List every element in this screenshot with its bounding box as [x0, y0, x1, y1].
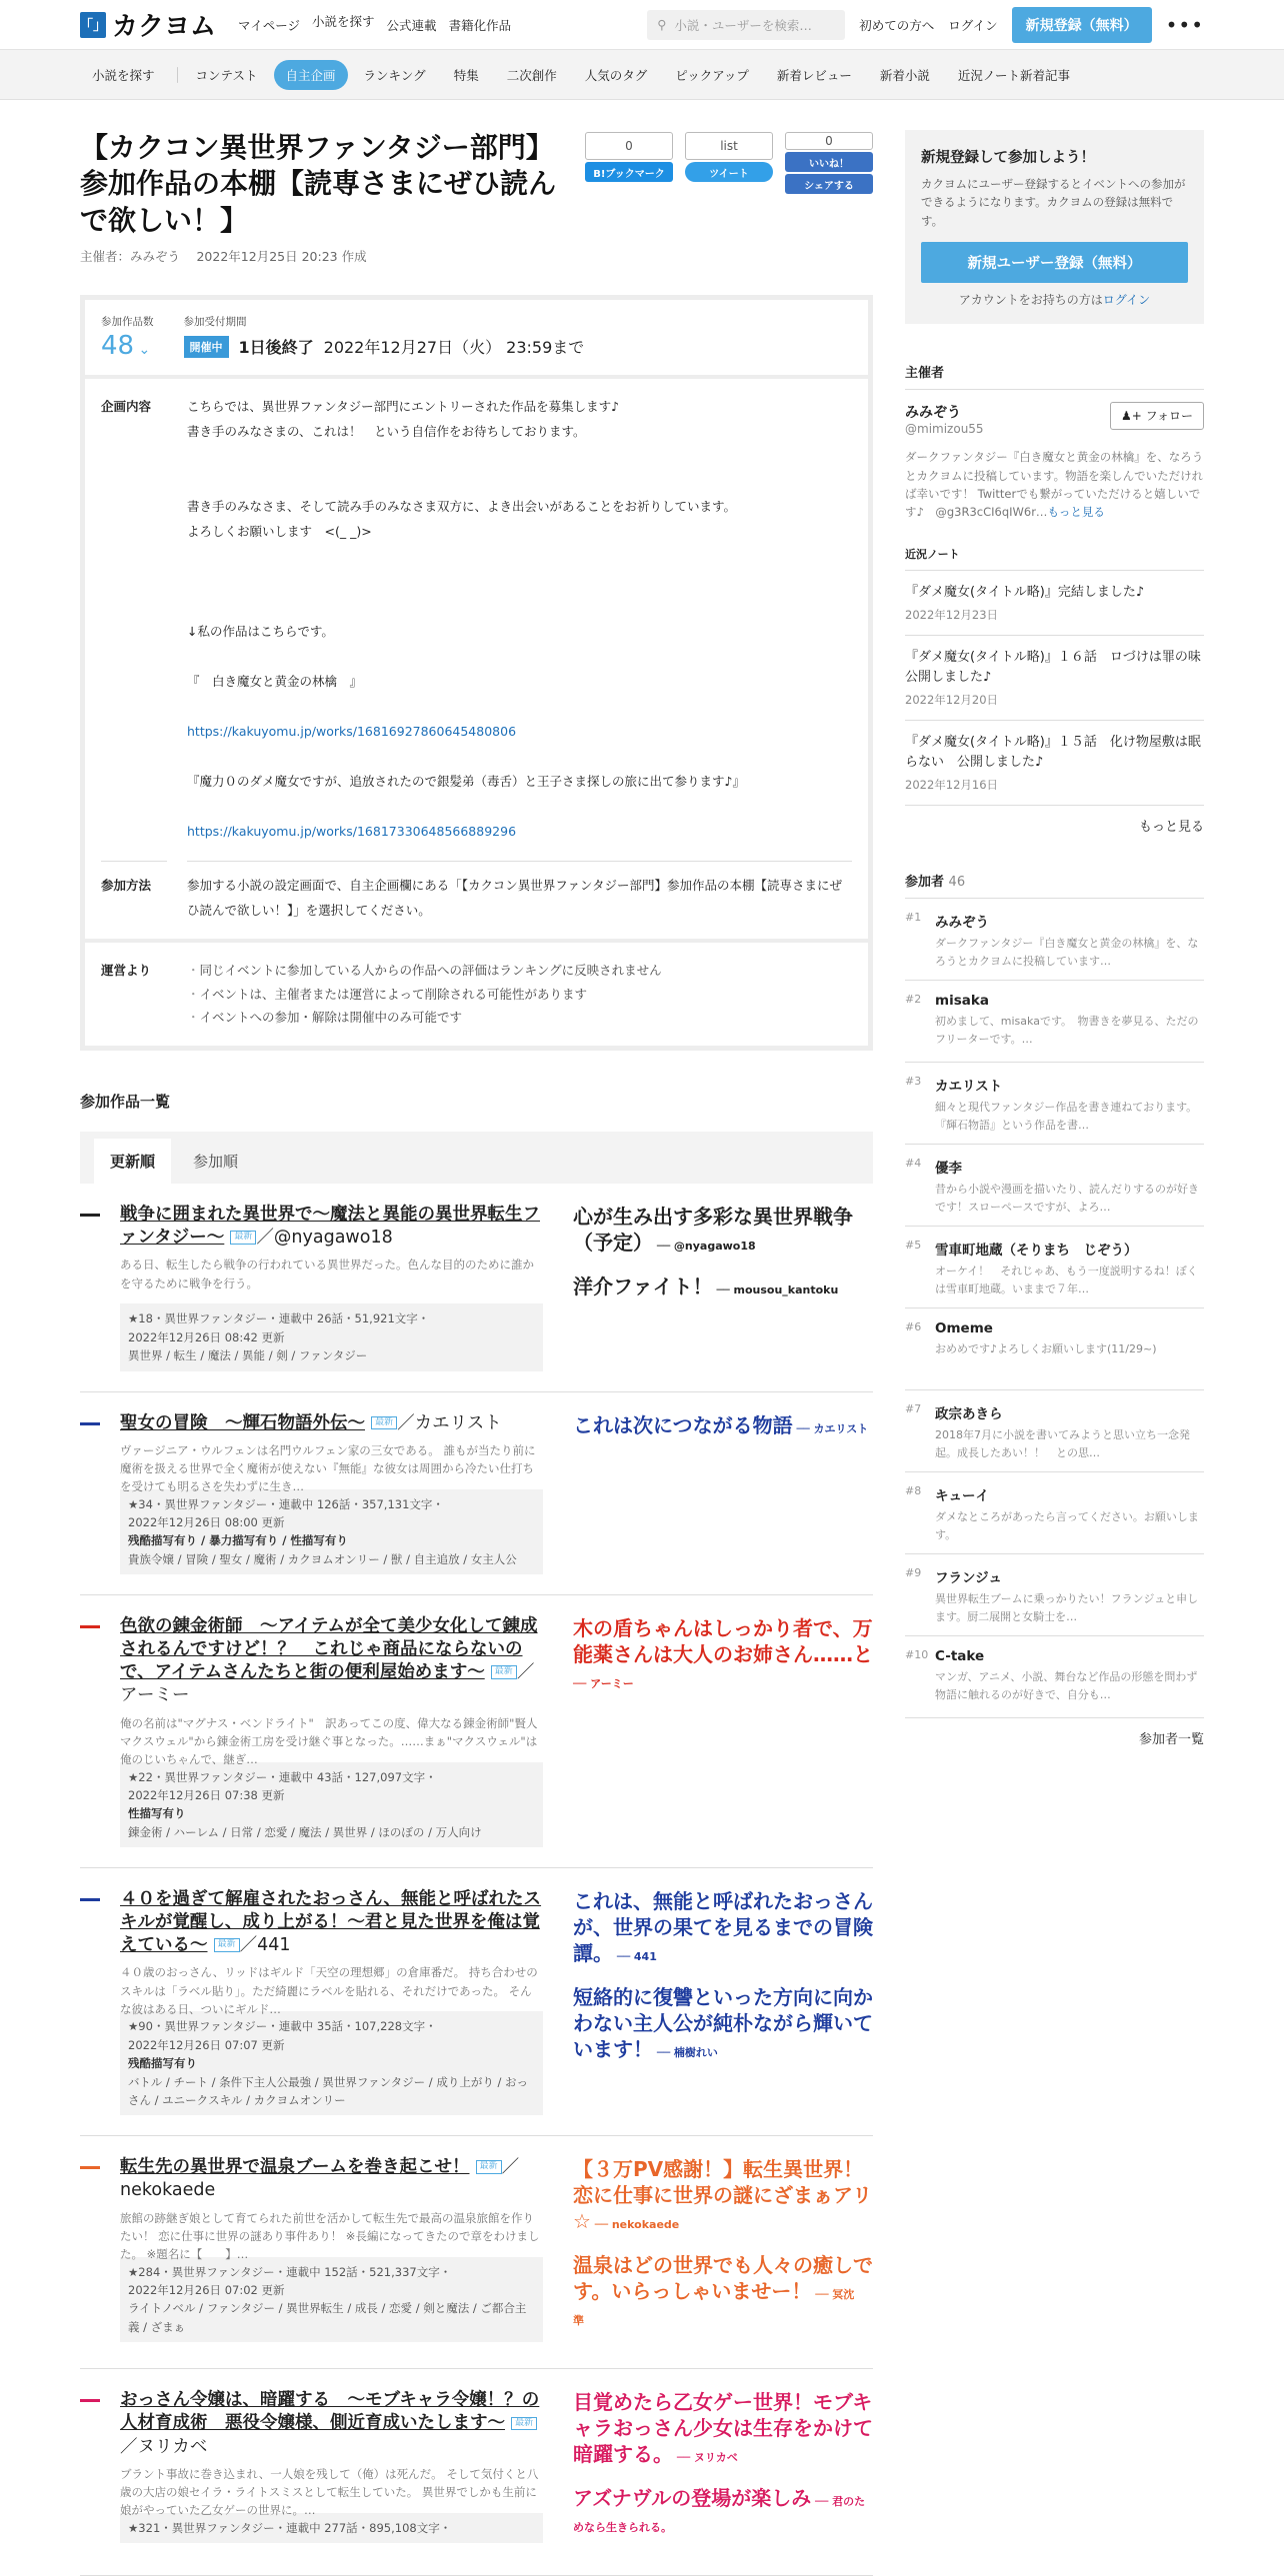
like-button[interactable]: いいね！ — [785, 152, 873, 172]
work-tags[interactable]: ライトノベル / ファンタジー / 異世界転生 / 成長 / 恋愛 / 剣と魔法 / ご都合主義 / ざまぁ — [128, 2301, 527, 2334]
logo[interactable] — [80, 6, 216, 43]
work-title-text[interactable]: 聖女の冒険 ～輝石物語外伝～ — [120, 1412, 365, 1433]
work-title[interactable] — [120, 1204, 543, 1250]
participant-rank: #9 — [905, 1566, 922, 1580]
method-label: 参加方法 — [101, 861, 167, 923]
review-text[interactable]: 洋介ファイト！ — [573, 1275, 713, 1299]
subnav-new-reviews[interactable]: 新着レビュー — [776, 67, 852, 83]
work-title[interactable] — [120, 1615, 543, 1707]
participant-rank: #3 — [905, 1075, 922, 1089]
review-text[interactable]: 【３万PV感謝！】転生異世界！恋に仕事に世界の謎にざまぁアリ☆ — [573, 2157, 873, 2234]
work-reviews — [573, 2389, 873, 2555]
subnav-new-novels[interactable]: 新着小説 — [879, 67, 930, 83]
work-item — [80, 1392, 873, 1596]
note-item[interactable] — [905, 636, 1214, 721]
subnav-contest[interactable]: コンテスト — [195, 67, 258, 83]
participant-rank: #6 — [905, 1320, 922, 1334]
status-badge: 開催中 — [184, 336, 229, 358]
nav-mypage[interactable]: マイページ — [238, 17, 301, 33]
description-line: ↓私の作品はこちらです。 — [187, 624, 334, 640]
organizer-heading: 主催者 — [905, 362, 1204, 390]
participant-info — [935, 993, 1204, 1050]
participant-item[interactable] — [905, 1636, 1204, 1718]
subnav-events[interactable]: 自主企画 — [274, 60, 348, 90]
color-bar — [80, 1625, 100, 1628]
participant-info — [935, 1566, 1204, 1623]
login-link[interactable]: ログイン — [1102, 293, 1151, 308]
review-author[interactable]: ── 楠樹れい — [653, 2046, 718, 2060]
participant-rank: #1 — [905, 911, 922, 925]
work-author[interactable]: ／アーミー — [120, 1662, 535, 1706]
participant-info — [935, 1157, 1204, 1214]
participant-item[interactable] — [905, 899, 1204, 981]
work-meta — [120, 1489, 543, 1575]
event-info — [80, 295, 873, 1051]
more-menu-icon[interactable]: ••• — [1165, 12, 1204, 37]
color-bar — [80, 2399, 100, 2402]
description-line: 『魔力０のダメ魔女ですが、追放されたので銀髪弟（毒舌）と王子さま探しの旅に出て参ります♪』 — [187, 774, 745, 790]
participant-name[interactable]: キューイ — [935, 1488, 989, 1505]
nav-search-novels[interactable]: 小説を探す — [312, 0, 375, 38]
note-title[interactable]: 『ダメ魔女(タイトル略)』完結しました♪ — [905, 584, 1145, 600]
description-line: 書き手のみなさま、そして読み手のみなさま双方に、よき出会いがあることをお祈りしています。 — [187, 499, 737, 515]
first-time-link[interactable]: 初めての方へ — [859, 17, 935, 33]
description-line — [187, 645, 852, 670]
review-author[interactable]: ── 冥沈 準 — [573, 2288, 866, 2328]
chevron-down-icon[interactable]: ⌄ — [134, 342, 151, 359]
participant-rank: #5 — [905, 1239, 922, 1253]
review-author[interactable]: ── ヌリカベ — [673, 2451, 738, 2465]
register-button[interactable]: 新規登録（無料） — [1012, 7, 1152, 43]
work-info — [120, 2156, 543, 2348]
work-warnings: 性描写有り — [128, 1806, 186, 1821]
list-count: list — [685, 132, 773, 160]
logo-text: カクヨム — [112, 12, 217, 42]
count-label: 参加作品数 — [101, 316, 154, 329]
work-stats: ★90・異世界ファンタジー・連載中 35話・107,228文字・ — [128, 2019, 437, 2034]
review-author[interactable]: ── nekokaede — [590, 2218, 680, 2232]
participant-rank: #7 — [905, 1402, 922, 1416]
work-item — [80, 2369, 873, 2576]
subnav-tags[interactable]: 人気のタグ — [584, 67, 648, 83]
work-reviews — [573, 2156, 873, 2348]
follow-label: フォロー — [1145, 409, 1193, 424]
notes-more-link[interactable]: もっと見る — [1138, 820, 1204, 836]
method-text: 参加する小説の設定画面で、自主企画欄にある「【カクコン異世界ファンタジー部門】参加作品の本棚【読専さまにぜひ読んで欲しい！】」を選択してください。 — [187, 861, 852, 923]
entry-count: 48 — [101, 331, 135, 362]
participants-count: 46 — [948, 875, 966, 891]
work-updated: 2022年12月26日 08:42 更新 — [128, 1329, 285, 1344]
description-line — [187, 595, 852, 620]
nav-official[interactable]: 公式連載 — [386, 17, 437, 33]
participant-desc: オーケイ！ それじゃあ、もう一度説明するね！ぼくは雪車町地蔵。いままで７年… — [935, 1265, 1198, 1296]
review-text[interactable]: 心が生み出す多彩な異世界戦争（予定） — [573, 1205, 853, 1256]
work-reviews — [573, 1615, 873, 1847]
participant-item[interactable] — [905, 1063, 1204, 1145]
hatena-bookmark-button[interactable]: B!ブックマーク — [585, 162, 673, 182]
work-tags[interactable]: バトル / チート / 条件下主人公最強 / 異世界ファンタジー / 成り上がり / おっさん / ユニークスキル / カクヨムオンリー — [128, 2074, 529, 2107]
search-input[interactable] — [647, 10, 845, 40]
review-catch[interactable] — [573, 1412, 873, 1438]
hatena-count: 0 — [585, 132, 673, 160]
work-meta — [120, 2011, 543, 2115]
work-meta — [120, 1762, 543, 1848]
new-badge: 最新 — [371, 1416, 397, 1430]
work-desc: 俺の名前は"マグナス・ベンドライト" 訳あってこの度、偉大なる錬金術師"賢人マクスウェル"から錬金術工房を受け継ぐ事となった。……まぁ"マクスウェル"は俺のじいちゃんで、継ぎ… — [120, 1715, 538, 1767]
rule-item: ・ イベントへの参加・解除は開催中のみ可能です — [187, 1006, 852, 1030]
work-link[interactable]: https://kakuyomu.jp/works/16816927860645480806 — [187, 724, 517, 740]
work-title-text[interactable]: 転生先の異世界で温泉ブームを巻き起こせ！ — [120, 2157, 470, 2178]
share-buttons — [585, 132, 873, 194]
work-author[interactable]: ／@nyagawo18 — [256, 1228, 393, 1249]
content-label: 企画内容 — [101, 399, 152, 415]
review-catch[interactable] — [573, 1274, 873, 1299]
search-icon: ⚲ — [657, 17, 667, 32]
review-author[interactable]: ── 君のためなら生きられる。 — [573, 2495, 866, 2535]
participant-item[interactable] — [905, 1227, 1204, 1308]
review-author[interactable]: ── アーミー — [573, 1677, 634, 1691]
participant-name[interactable]: misaka — [935, 993, 989, 1010]
review-catch[interactable] — [573, 1888, 873, 1966]
work-title[interactable] — [120, 2156, 543, 2202]
review-text[interactable]: アズナヴルの登場が楽しみ — [573, 2486, 812, 2511]
event-description — [187, 395, 852, 845]
fb-count: 0 — [785, 132, 873, 150]
work-tags[interactable]: 貴族令嬢 / 冒険 / 聖女 / 魔術 / カクヨムオンリー / 獣 / 自主追放 / 女主人公 — [128, 1551, 517, 1566]
participant-rank: #10 — [905, 1648, 929, 1662]
review-text[interactable]: これは次につながる物語 — [573, 1412, 793, 1437]
description-line — [187, 745, 852, 770]
participant-info — [935, 1075, 1204, 1132]
participants-heading: 参加者 — [905, 875, 945, 891]
participant-name[interactable]: C-take — [935, 1648, 985, 1665]
participant-item[interactable] — [905, 981, 1204, 1063]
works-heading: 参加作品一覧 — [80, 1093, 171, 1112]
period-label: 参加受付期間 — [183, 316, 247, 329]
description-line — [187, 695, 852, 720]
participant-item[interactable] — [905, 1390, 1204, 1472]
work-item — [80, 1868, 873, 2136]
work-stats: ★34・異世界ファンタジー・連載中 126話・357,131文字・ — [128, 1496, 444, 1511]
notes-heading: 近況ノート — [905, 546, 1204, 571]
works-list — [80, 1184, 873, 2576]
review-author[interactable]: ── カエリスト — [792, 1421, 869, 1435]
participant-rank: #2 — [905, 993, 922, 1007]
add-user-icon: ♟+ — [1120, 409, 1146, 424]
participant-info — [935, 1402, 1204, 1459]
participant-name[interactable]: 雪車町地蔵（そりまち じぞう） — [935, 1243, 1138, 1260]
description-line: 書き手のみなさまの、これは！ という自信作をお待ちしております。 — [187, 424, 586, 440]
work-warnings: 残酷描写有り — [128, 2056, 197, 2071]
participant-name[interactable]: 優李 — [935, 1161, 962, 1178]
review-catch[interactable] — [573, 2389, 873, 2467]
participant-rank: #8 — [905, 1484, 922, 1498]
description-line — [187, 470, 852, 495]
work-title[interactable] — [120, 1888, 543, 1957]
participant-name[interactable]: Omeme — [935, 1320, 993, 1337]
participant-info — [935, 1484, 1204, 1541]
register-text: カクヨムにユーザー登録するとイベントへの参加ができるようになります。カクヨムの登録は無料です。 — [921, 177, 1186, 228]
work-info — [120, 2389, 543, 2555]
note-title[interactable]: 『ダメ魔女(タイトル略)』１５話 化け物屋敷は眠らない 公開しました♪ — [905, 735, 1201, 771]
work-title-text[interactable]: おっさん令嬢は、暗躍する ～モブキャラ令嬢！？の人材育成術 悪役令嬢様、側近育成いたします～ — [120, 2390, 540, 2434]
participant-desc: ダークファンタジー『白き魔女と黄金の林檎』を、なろうとカクヨムに投稿しています… — [935, 937, 1199, 969]
participant-name[interactable]: カエリスト — [935, 1079, 1003, 1096]
participant-desc: マンガ、アニメ、小説、舞台など作品の形態を問わず物語に触れるのが好きで、自分も… — [935, 1670, 1198, 1702]
work-tags[interactable]: 異世界 / 転生 / 魔法 / 異能 / 剣 / ファンタジー — [128, 1348, 368, 1363]
participant-desc: ダメなところがあったら言ってください。お願いします。 — [935, 1510, 1199, 1542]
color-bar — [80, 1898, 100, 1901]
sidebar — [905, 130, 1214, 2576]
new-badge: 最新 — [476, 2160, 502, 2174]
register-title: 新規登録して参加しよう！ — [921, 150, 1095, 166]
tab-joined[interactable]: 参加順 — [193, 1153, 239, 1172]
work-updated: 2022年12月26日 07:38 更新 — [128, 1787, 285, 1802]
note-title[interactable]: 『ダメ魔女(タイトル略)』１６話 ロづけは罪の味 公開しました♪ — [905, 649, 1214, 686]
participant-desc: 細々と現代ファンタジー作品を書き連ねております。『輝石物語』という作品を書… — [935, 1101, 1198, 1133]
have-account-text: アカウントをお持ちの方は — [958, 293, 1103, 308]
participants-list — [905, 899, 1204, 1718]
review-catch[interactable] — [573, 2252, 873, 2330]
work-desc: ヴァージニア・ウルフェンは名門ウルフェン家の三女である。 誰もが当たり前に魔術を扱える世界で全く魔術が使えない『無能』な彼女は周囲から冷たい仕打ちを受けても明るさを失わずに生き… — [120, 1442, 536, 1494]
description-line — [187, 795, 852, 820]
participant-rank: #4 — [905, 1157, 922, 1171]
note-date: 2022年12月23日 — [905, 607, 999, 622]
work-desc: ある日、転生したら戦争の行われている異世界だった。色んな目的のために誰かを守るために戦争を行う。 — [120, 1258, 534, 1290]
participant-desc: 2018年7月に小説を書いてみようと思い立ち一念発起。成長したあい！！ との思… — [935, 1428, 1190, 1460]
description-line: こちらでは、異世界ファンタジー部門にエントリーされた作品を募集します♪ — [187, 399, 620, 415]
participant-desc: 初めまして、misakaです。 物書きを夢見る、ただのフリーターです。… — [935, 1015, 1199, 1047]
color-bar — [80, 1214, 100, 1217]
work-reviews — [573, 1412, 873, 1575]
signup-button[interactable]: 新規ユーザー登録（無料） — [921, 242, 1188, 283]
work-link[interactable]: https://kakuyomu.jp/works/16817330648566889296 — [187, 824, 517, 840]
participant-item[interactable] — [905, 1472, 1204, 1554]
show-more-link[interactable]: もっと見る — [1047, 505, 1105, 520]
rule-item: ・ イベントは、主催者または運営によって削除される可能性があります — [187, 983, 852, 1007]
description-line: よろしくお願いします <(_ _)> — [187, 524, 372, 540]
organizer-id: @mimizou55 — [905, 422, 984, 437]
work-info — [120, 1204, 543, 1370]
work-title[interactable] — [120, 2389, 543, 2458]
notes-list — [905, 571, 1214, 807]
subnav-search[interactable]: 小説を探す — [92, 67, 155, 83]
organizer-meta: 主催者：みみぞう 2022年12月25日 20:23 作成 — [80, 249, 367, 265]
review-text[interactable]: 目覚めたら乙女ゲー世界！モブキャラおっさん少女は生存をかけて暗躍する。 — [573, 2390, 873, 2467]
note-item[interactable] — [905, 571, 1204, 636]
work-updated: 2022年12月26日 07:02 更新 — [128, 2282, 285, 2297]
note-item[interactable] — [905, 721, 1204, 806]
work-desc: 旅館の跡継ぎ娘として育てられた前世を活かして転生先で最高の温泉旅館を作りたい！ 恋に仕事に世界の謎あり事件あり！ ※長編になってきたので章をわけました。 ※題名に【 】… — [120, 2210, 540, 2262]
work-title-text[interactable]: 戦争に囲まれた異世界で〜魔法と異能の異世界転生ファンタジー〜 — [120, 1205, 540, 1249]
rules-label: 運営より — [101, 962, 152, 978]
review-catch[interactable] — [573, 1204, 873, 1256]
description-line — [187, 445, 852, 470]
work-updated: 2022年12月26日 07:07 更新 — [128, 2037, 285, 2052]
review-author[interactable]: ── mousou_kantoku — [712, 1284, 839, 1297]
review-catch[interactable] — [573, 1984, 873, 2062]
share-button[interactable]: シェアする — [785, 174, 873, 194]
work-item — [80, 2136, 873, 2369]
organizer-desc: ダークファンタジー『白き魔女と黄金の林檎』を、なろうとカクヨムに投稿しています。物語を楽しんでいただければ幸いです！ Twitterでも繋がっていただけると嬉しいです♪ @g3R3cCI6qIW6r… — [905, 450, 1204, 520]
work-info — [120, 1615, 543, 1847]
tab-updated[interactable]: 更新順 — [94, 1139, 171, 1184]
logo-icon: 「」 — [80, 12, 106, 38]
participant-item[interactable] — [905, 1145, 1204, 1227]
login-link[interactable]: ログイン — [948, 17, 998, 33]
work-stats: ★22・異世界ファンタジー・連載中 43話・127,097文字・ — [128, 1769, 437, 1784]
remaining: 1日後終了 — [238, 338, 314, 358]
description-line: 『 白き魔女と黄金の林檎 』 — [187, 674, 363, 690]
work-info — [120, 1888, 543, 2115]
review-catch[interactable] — [573, 2485, 873, 2537]
participant-name[interactable]: フランジュ — [935, 1570, 1002, 1587]
new-badge: 最新 — [491, 1665, 517, 1679]
work-author[interactable]: ／nekokaede — [120, 2157, 520, 2201]
work-meta — [120, 1303, 543, 1370]
new-badge: 最新 — [214, 1938, 240, 1952]
review-author[interactable]: ── 441 — [613, 1950, 657, 1964]
subnav-pickup[interactable]: ピックアップ — [675, 67, 749, 83]
participant-desc: おめめです♪よろしくお願いします(11/29~) — [935, 1342, 1157, 1356]
work-info — [120, 1412, 543, 1575]
work-author[interactable]: ／カエリスト — [397, 1412, 502, 1433]
work-item — [80, 1595, 873, 1868]
subnav-fanfic[interactable]: 二次創作 — [506, 67, 557, 83]
deadline: 2022年12月27日（火） 23:59まで — [323, 338, 585, 358]
participant-info — [935, 1239, 1204, 1295]
note-date: 2022年12月16日 — [905, 778, 999, 793]
work-reviews — [573, 1204, 873, 1370]
main-column — [80, 130, 873, 2576]
work-stats: ★18・異世界ファンタジー・連載中 26話・51,921文字・ — [128, 1311, 430, 1326]
participant-info — [935, 911, 1204, 968]
register-box — [905, 130, 1204, 324]
work-title-text[interactable]: 色欲の錬金術師 ～アイテムが全て美少女化して錬成されるんですけど！？ これじゃ商品にならないので、アイテムさんたちと街の便利屋始めます～ — [120, 1616, 538, 1683]
work-author[interactable]: ／ヌリカベ — [120, 2436, 208, 2457]
nav-books[interactable]: 書籍化作品 — [448, 17, 512, 33]
description-line — [187, 570, 852, 595]
work-stats: ★284・異世界ファンタジー・連載中 152話・521,337文字・ — [128, 2264, 452, 2279]
search-placeholder: 小説・ユーザーを検索… — [674, 17, 812, 33]
participant-item[interactable] — [905, 1308, 1204, 1390]
review-text[interactable]: 木の盾ちゃんはしっかり者で、万能薬さんは大人のお姉さん……と — [573, 1616, 873, 1667]
organizer-name[interactable]: みみぞう — [905, 405, 961, 422]
description-line — [187, 545, 852, 570]
work-title-text[interactable]: ４０を過ぎて解雇されたおっさん、無能と呼ばれたスキルが覚醒し、成り上がる！〜君と見た世界を俺は覚えている〜 — [120, 1889, 542, 1956]
page-title: 【カクコン異世界ファンタジー部門】参加作品の本棚【読専さまにぜひ読んで欲しい！】 — [80, 131, 557, 237]
work-tags[interactable]: 錬金術 / ハーレム / 日常 / 恋愛 / 魔法 / 異世界 / ほのぼの / 万人向け — [128, 1824, 482, 1839]
subnav-feature[interactable]: 特集 — [453, 67, 479, 83]
participant-info — [935, 1320, 1204, 1377]
note-date: 2022年12月20日 — [905, 693, 999, 708]
sub-nav — [0, 50, 1284, 100]
participant-name[interactable]: 政宗あきら — [935, 1406, 1003, 1423]
color-bar — [80, 1422, 100, 1425]
review-text[interactable]: これは、無能と呼ばれたおっさんが、世界の果てを見るまでの冒険譚。 — [573, 1889, 873, 1966]
review-text[interactable]: 短絡的に復讐といった方向に向かわない主人公が純朴ながら輝いています！ — [573, 1985, 873, 2062]
work-stats: ★321・異世界ファンタジー・連載中 277話・895,108文字・ — [128, 2520, 452, 2535]
work-author[interactable]: ／441 — [239, 1935, 291, 1956]
participants-list-link[interactable]: 参加者一覧 — [1138, 1732, 1204, 1748]
review-text[interactable]: 温泉はどの世界でも人々の癒しです。いらっしゃいませー！ — [573, 2253, 873, 2304]
work-desc: ブラント事故に巻き込まれ、一人娘を残して（俺）は死んだ。 そして気付くと八歳の大店の娘セイラ・ライトスミスとして転生していた。 異世界でしかも生前に娘がやっていた乙女ゲーの世界に。… — [120, 2466, 539, 2518]
participant-item[interactable] — [905, 1554, 1204, 1636]
review-catch[interactable] — [573, 2156, 873, 2234]
participant-desc: 異世界転生ブームに乗っかりたい！フランジュと申します。厨二展開と女騎士を… — [935, 1592, 1199, 1624]
new-badge: 最新 — [511, 2417, 537, 2431]
work-desc: ４０歳のおっさん、リッドはギルド「天空の理想郷」の倉庫番だ。 持ち合わせのスキルは「ラベル貼り」。ただ綺麗にラベルを貼れる、それだけであった。 そんな彼はある日、ついにギルド… — [120, 1965, 538, 2017]
top-nav — [238, 12, 511, 38]
subnav-ranking[interactable]: ランキング — [363, 67, 426, 83]
participant-desc: 昔から小説や漫画を描いたり、読んだりするのが好きです！スローペースですが、よろ… — [935, 1183, 1199, 1215]
review-author[interactable]: ── @nyagawo18 — [653, 1240, 756, 1254]
subnav-new-notes[interactable]: 近況ノート新着記事 — [957, 67, 1071, 83]
follow-button[interactable] — [1110, 402, 1204, 430]
work-item — [80, 1184, 873, 1391]
rule-item: ・ 同じイベントに参加している人からの作品への評価はランキングに反映されません — [187, 959, 852, 983]
divider — [177, 67, 178, 83]
work-reviews — [573, 1888, 873, 2115]
work-updated: 2022年12月26日 08:00 更新 — [128, 1515, 285, 1530]
work-title[interactable] — [120, 1412, 543, 1435]
tweet-button[interactable]: ツイート — [685, 162, 773, 182]
participant-info — [935, 1648, 1204, 1705]
sort-tabs — [80, 1132, 873, 1184]
work-warnings: 残酷描写有り / 暴力描写有り / 性描写有り — [128, 1533, 348, 1548]
color-bar — [80, 2166, 100, 2169]
review-catch[interactable] — [573, 1615, 873, 1693]
new-badge: 最新 — [230, 1231, 256, 1245]
top-header — [0, 0, 1284, 50]
participant-name[interactable]: みみぞう — [935, 915, 989, 932]
work-meta — [120, 2257, 543, 2343]
